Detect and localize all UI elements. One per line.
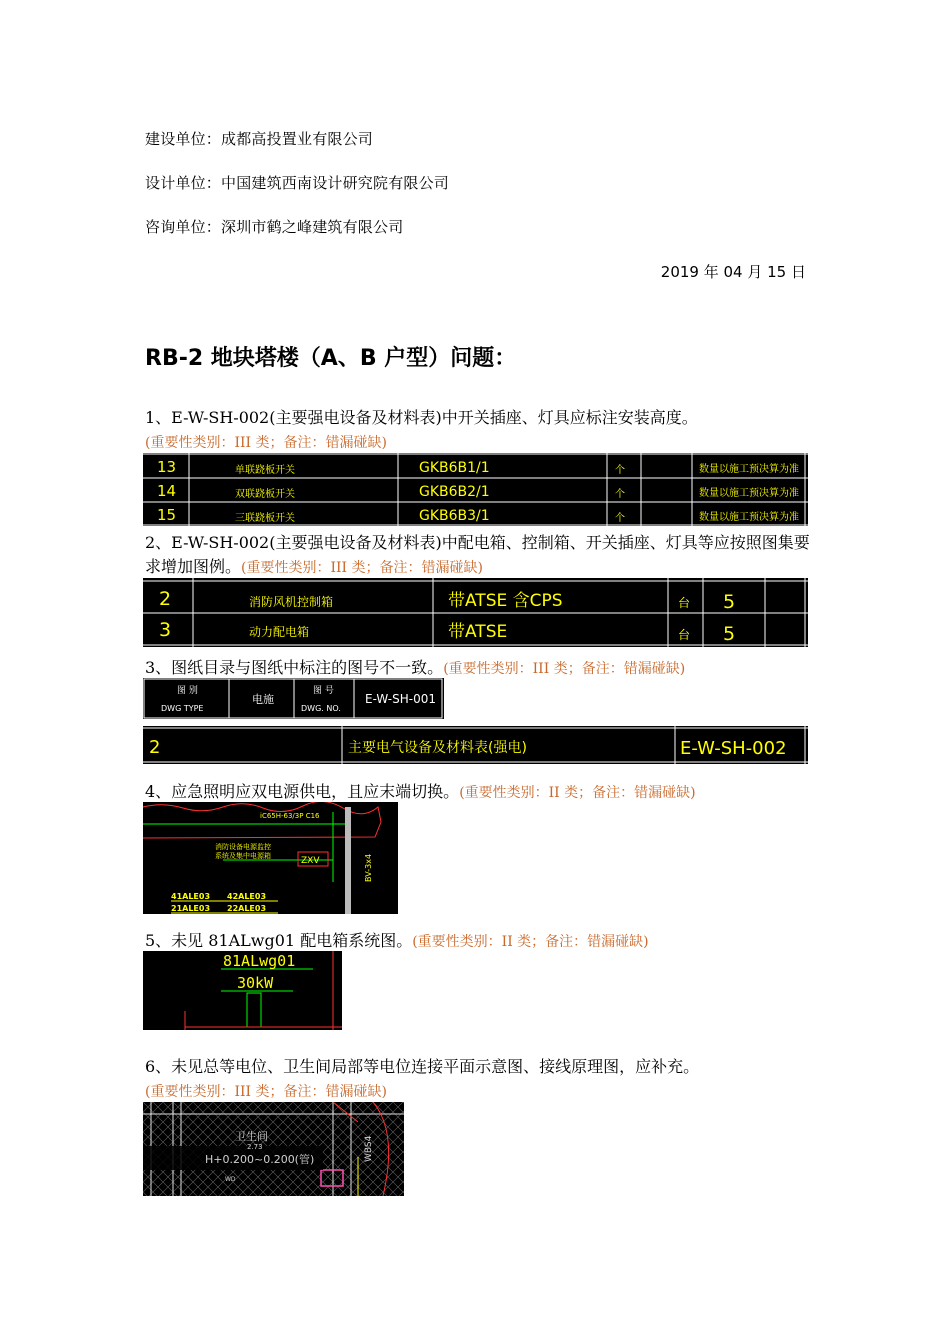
issue-6 [145,1055,810,1104]
fig1-row2-name: 双联跷板开关 [235,489,295,500]
issue-2-note: (重要性类别：III 类；备注：错漏碰缺) [241,560,483,576]
fig4-circuit-1: 41ALE03 [171,892,211,901]
figure-title-block [143,678,444,719]
issue-1 [145,406,810,455]
fig1-row2-no: 14 [157,482,177,500]
fig2-row1-model: 带ATSE 含CPS [448,591,563,611]
client-line: 建设单位：成都高投置业有限公司 [145,130,374,148]
fig2-row2-model: 带ATSE [448,622,508,642]
section-title: RB-2 地块塔楼（A、B 户型）问题： [145,346,517,371]
figure-switch-table [143,453,808,526]
fig2-row1-name: 消防风机控制箱 [249,595,334,609]
fig1-row1-no: 13 [157,458,177,476]
issue-3-text: 3、图纸目录与图纸中标注的图号不一致。 [145,658,444,677]
fig6-elevation: H+0.200~0.200(管) [205,1153,315,1166]
fig1-row1-remark: 数量以施工预决算为准 [699,464,799,475]
designer-line: 设计单位：中国建筑西南设计研究院有限公司 [145,174,450,192]
switch-table-drawing [143,453,808,526]
issue-5-text: 5、未见 81ALwg01 配电箱系统图。 [145,931,413,950]
fig4-breaker: iC65H-63/3P C16 [260,812,320,820]
consultant-line: 咨询单位：深圳市鹤之峰建筑有限公司 [145,218,404,236]
figure-box-table [143,578,808,647]
fig6-wd: WD [225,1176,236,1183]
fig1-row3-model: GKB6B3/1 [419,508,490,524]
fig3a-type-sub: DWG TYPE [161,704,204,713]
figure-drawing-list [143,726,808,764]
fig5-name: 81ALwg01 [223,952,296,970]
fig6-side: WBS4 [364,1135,374,1162]
fig4-device: ZXV [301,856,320,866]
fig1-row1-unit: 个 [615,465,625,476]
fig1-row2-remark: 数量以施工预决算为准 [699,488,799,499]
fig4-label2: 系统及集中电源箱 [215,852,271,860]
fig2-row2-unit: 台 [678,628,691,642]
fig2-row1-no: 2 [159,588,172,610]
drawing-list-drawing [143,726,808,764]
fig3a-no-value: E-W-SH-001 [365,692,437,706]
issue-1-note: (重要性类别：III 类；备注：错漏碰缺) [145,435,387,451]
fig5-power: 30kW [237,974,274,992]
issue-4-note: (重要性类别：II 类；备注：错漏碰缺) [459,785,696,801]
issue-6-note: (重要性类别：III 类；备注：错漏碰缺) [145,1084,387,1100]
fig2-row1-unit: 台 [678,596,691,610]
issue-5-note: (重要性类别：II 类；备注：错漏碰缺) [412,934,649,950]
bathroom-plan-drawing [143,1102,404,1196]
fig6-room: 卫生间 [235,1130,268,1143]
fig1-row2-unit: 个 [615,489,625,500]
81alwg01-drawing [143,951,342,1030]
fig2-row2-no: 3 [159,619,172,641]
fig2-row2-qty: 5 [723,623,736,645]
fig2-row1-qty: 5 [723,591,736,613]
fig4-label1: 消防设备电源监控 [215,843,271,851]
fig3b-name: 主要电气设备及材料表(强电) [348,740,527,756]
fig2-row2-name: 动力配电箱 [249,625,310,639]
issue-4-text: 4、应急照明应双电源供电，且应末端切换。 [145,782,460,801]
fig1-row3-no: 15 [157,506,177,524]
fig1-row2-model: GKB6B2/1 [419,484,490,500]
title-block-drawing [143,678,444,719]
issue-3-note: (重要性类别：III 类；备注：错漏碰缺) [443,661,686,677]
emergency-lighting-drawing [143,802,398,914]
fig1-row3-unit: 个 [615,513,625,524]
fig1-row3-remark: 数量以施工预决算为准 [699,512,799,523]
fig3a-no-label: 图 号 [313,686,334,696]
fig1-row1-name: 单联跷板开关 [235,465,295,476]
box-table-drawing [143,578,808,647]
issue-1-text: 1、E-W-SH-002(主要强电设备及材料表)中开关插座、灯具应标注安装高度。 [145,408,698,427]
fig6-room-no: 2.73 [247,1143,263,1151]
issue-2 [145,531,810,580]
fig4-circuit-4: 22ALE03 [227,904,267,913]
fig4-circuit-3: 21ALE03 [171,904,211,913]
fig1-row3-name: 三联跷板开关 [235,513,295,524]
fig3b-no: 2 [149,737,161,758]
figure-bathroom-plan [143,1102,404,1196]
figure-emergency-lighting [143,802,398,914]
fig1-row1-model: GKB6B1/1 [419,460,490,476]
fig3a-type-value: 电施 [252,693,274,706]
figure-81alwg01 [143,951,342,1030]
fig3a-type-label: 图 别 [177,686,198,696]
issue-6-text: 6、未见总等电位、卫生间局部等电位连接平面示意图、接线原理图，应补充。 [145,1057,700,1076]
fig4-side: BV-3x4 [364,853,373,882]
issue-2-text: 2、E-W-SH-002(主要强电设备及材料表)中配电箱、控制箱、开关插座、灯具等应按照图集要求增加图例。 [145,533,810,576]
fig3a-no-sub: DWG. NO. [301,704,341,713]
fig4-circuit-2: 42ALE03 [227,892,267,901]
report-date: 2019 年 04 月 15 日 [660,263,806,281]
fig3b-code: E-W-SH-002 [680,738,787,759]
